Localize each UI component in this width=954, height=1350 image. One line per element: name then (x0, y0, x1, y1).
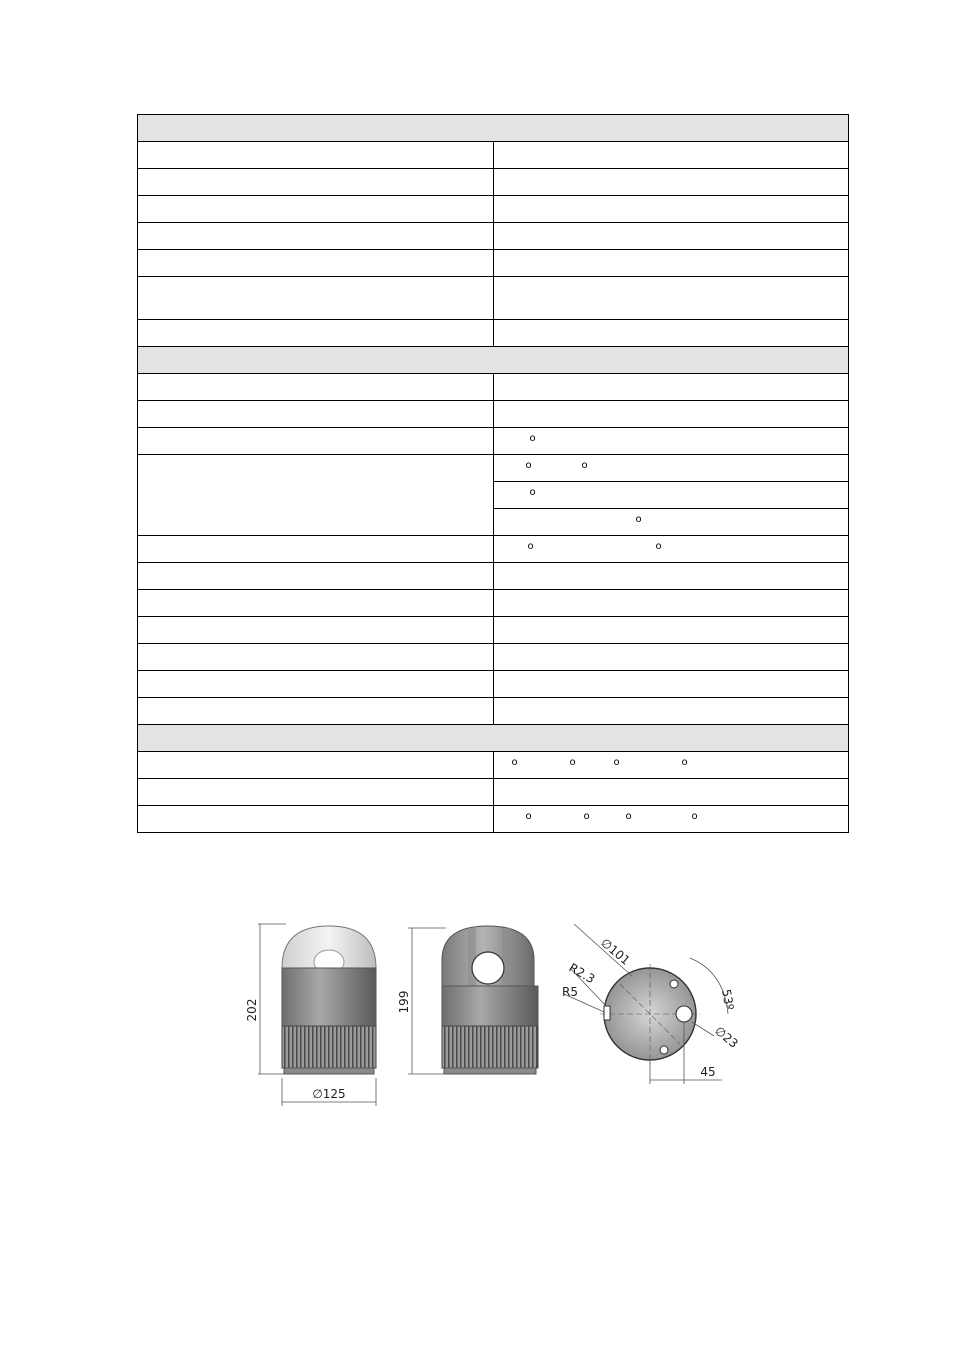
front-diameter-label: ∅125 (312, 1087, 346, 1101)
table-row (138, 250, 849, 277)
table-row (138, 401, 849, 428)
degree-symbol: o (581, 460, 588, 471)
table-row (138, 277, 849, 320)
degree-symbol: o (625, 811, 632, 822)
table-row (138, 320, 849, 347)
offset-label: 45 (700, 1065, 716, 1079)
mount-hole (670, 980, 678, 988)
table-section-header (138, 725, 849, 752)
ribbed-ring (282, 1026, 376, 1068)
radius-small-label: R2.3 (566, 960, 598, 987)
table-section-header (138, 115, 849, 142)
side-view (397, 926, 538, 1074)
side-height-label: 199 (397, 990, 411, 1014)
degree-symbol: o (583, 811, 590, 822)
slot (604, 1006, 610, 1020)
dimension-drawings (240, 910, 760, 1110)
table-row (138, 779, 849, 806)
mount-hole (660, 1046, 668, 1054)
hole-diameter-label: ∅23 (712, 1023, 741, 1051)
table-row (138, 671, 849, 698)
table-row (138, 169, 849, 196)
degree-symbol: o (691, 811, 698, 822)
table-row (138, 196, 849, 223)
degree-symbol: o (655, 541, 662, 552)
body-upper (282, 968, 376, 1026)
front-view (245, 924, 376, 1106)
table-row (138, 752, 849, 779)
degree-symbol: o (635, 514, 642, 525)
degree-symbol: o (569, 757, 576, 768)
front-height-label: 202 (245, 998, 259, 1022)
table-row (138, 374, 849, 401)
spec-table (137, 114, 849, 833)
drawings-svg (240, 910, 760, 1110)
table-row (138, 644, 849, 671)
base-ring (284, 1068, 374, 1074)
degree-symbol: o (511, 757, 518, 768)
angle-label: 53º (719, 988, 737, 1012)
outer-diameter-label: ∅101 (598, 935, 633, 968)
degree-symbol: o (525, 811, 532, 822)
side-body-upper (442, 986, 538, 1026)
table-row (138, 806, 849, 833)
degree-symbol: o (613, 757, 620, 768)
table-row (138, 698, 849, 725)
radius-large-label: R5 (562, 985, 578, 999)
table-row (138, 590, 849, 617)
table-section-header (138, 347, 849, 374)
degree-symbol: o (525, 460, 532, 471)
bottom-view (562, 924, 741, 1084)
degree-symbol: o (681, 757, 688, 768)
side-ribbed-ring (442, 1026, 538, 1068)
table-row (138, 142, 849, 169)
table-row (138, 223, 849, 250)
cable-hole (676, 1006, 692, 1022)
degree-symbol: o (529, 433, 536, 444)
degree-symbol: o (529, 487, 536, 498)
table-row (138, 563, 849, 590)
lens-opening (472, 952, 504, 984)
table-row (138, 617, 849, 644)
table-row (138, 455, 849, 482)
degree-symbol: o (527, 541, 534, 552)
table-row (138, 428, 849, 455)
table-row (138, 536, 849, 563)
